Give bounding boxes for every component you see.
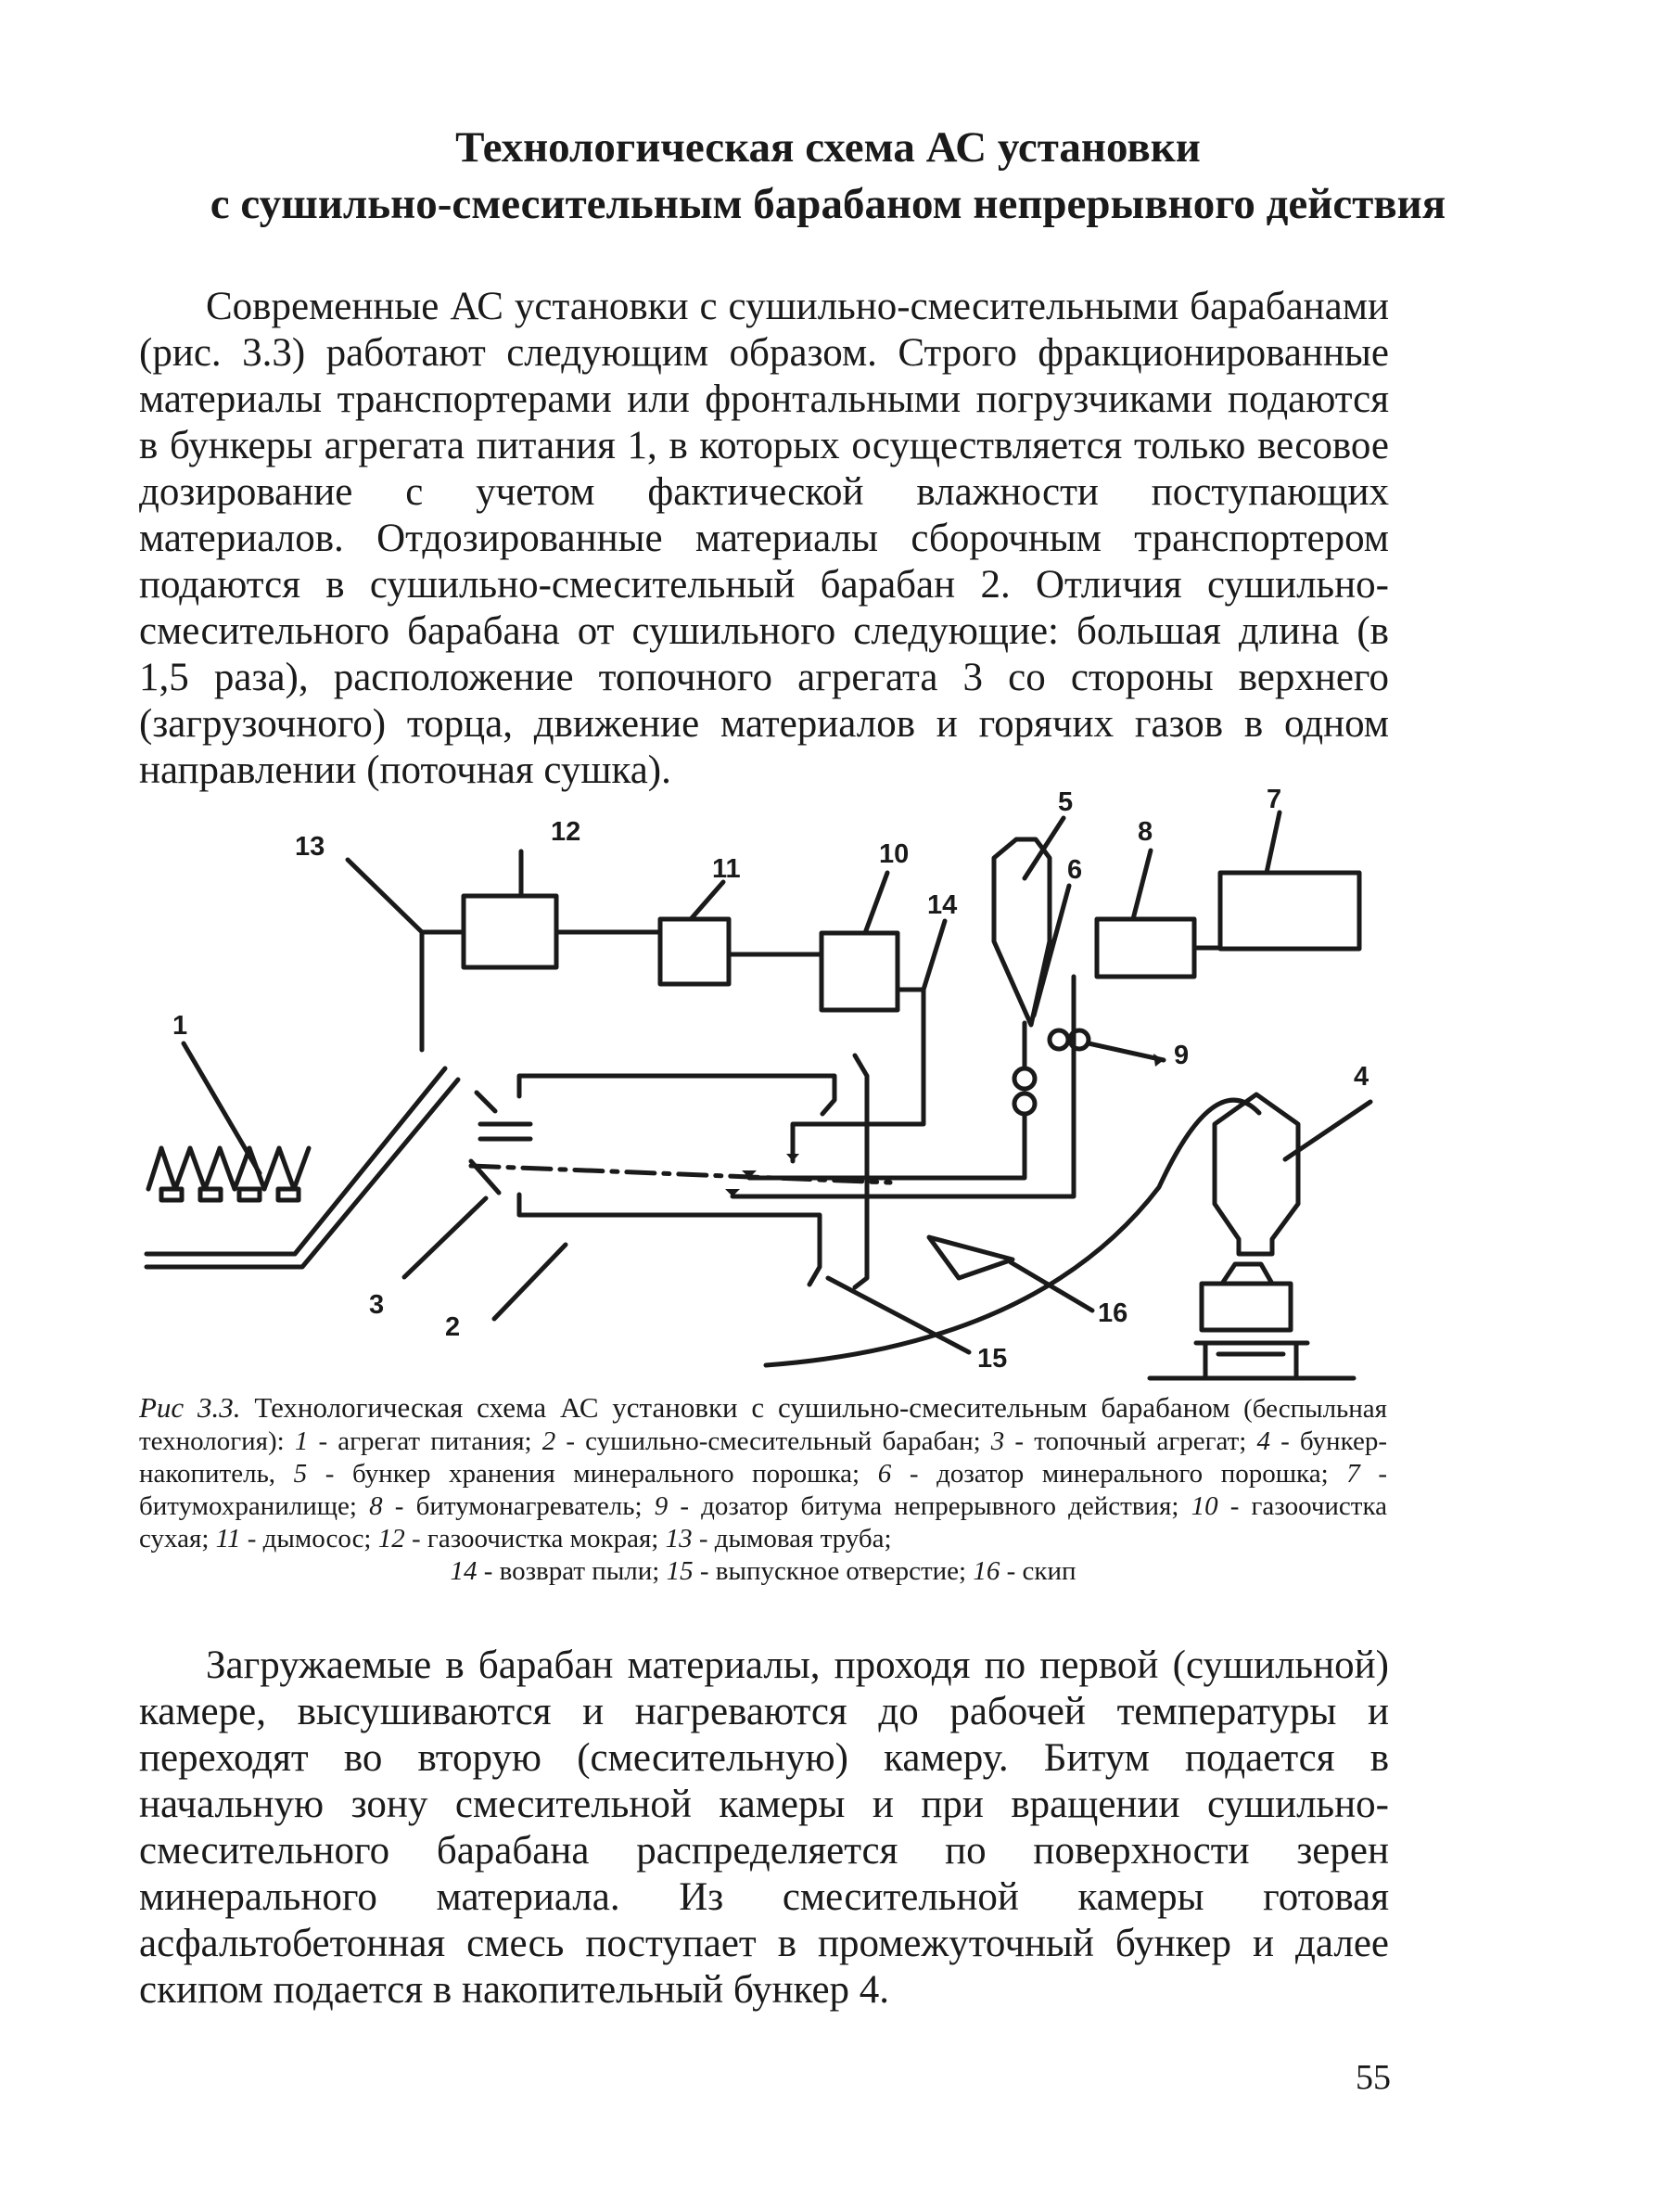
powder-dispenser-bottom xyxy=(1014,1093,1035,1114)
leader-5 xyxy=(1025,818,1064,878)
diagram-label-3: 3 xyxy=(369,1290,385,1320)
leader-16 xyxy=(1011,1262,1092,1311)
diagram-label-13: 13 xyxy=(295,832,325,862)
closing-paragraph: Загружаемые в барабан материалы, проходя по первой (сушильной) камере, высушиваются и нагреваются до рабочей температуры и переходят во вторую (смесительную) камеру. Битум подается в начальную зону смесительной камеры и при вращении сушильно-смесительного барабана распределяется по поверхности зерен минерального материала. Из смесительной камеры готовая асфальтобетонная смесь поступает в промежуточный бункер и далее скипом подается в накопительный бункер 4. xyxy=(139,1643,1389,2012)
truck-frame xyxy=(1150,1343,1354,1378)
diagram-label-9: 9 xyxy=(1174,1041,1190,1070)
diagram-label-2: 2 xyxy=(445,1312,461,1342)
diagram-label-14: 14 xyxy=(927,890,958,920)
leader-3 xyxy=(404,1198,486,1277)
powder-dispenser-top xyxy=(1014,1068,1035,1089)
page-title-line-1: Технологическая схема АС установки xyxy=(455,123,1201,172)
box-wet-gas-cleaning xyxy=(464,896,556,967)
process-diagram xyxy=(139,784,1400,1396)
closing-paragraph-block xyxy=(139,1643,1389,2014)
truck-cap xyxy=(1222,1264,1272,1284)
drum-right-outlet xyxy=(855,1055,867,1287)
caption-last-line: 14 - возврат пыли; 15 - выпускное отверстие; 16 - скип xyxy=(450,1556,1076,1586)
skip xyxy=(929,1237,1013,1278)
leader-11 xyxy=(691,882,723,919)
box-dry-gas-cleaning xyxy=(822,933,898,1010)
bitumen-dispenser-left xyxy=(1050,1030,1068,1049)
leader-15 xyxy=(828,1278,969,1352)
diagram-label-6: 6 xyxy=(1067,855,1083,885)
burner xyxy=(471,1093,530,1193)
box-bitumen-storage xyxy=(1220,873,1359,949)
truck-body xyxy=(1202,1284,1291,1330)
diagram-label-1: 1 xyxy=(172,1011,188,1041)
storage-bin xyxy=(1215,1094,1298,1254)
drum-lower xyxy=(519,1195,820,1285)
leader-7 xyxy=(1267,812,1280,873)
drum-upper xyxy=(519,1076,834,1114)
box-exhaust-fan xyxy=(660,919,729,984)
skip-hoist-curve xyxy=(766,1100,1259,1365)
diagram-label-12: 12 xyxy=(551,817,581,847)
intro-paragraph: Современные АС установки с сушильно-смесительными барабанами (рис. 3.3) работают следующим образом. Строго фракционированные материалы транспортерами или фронтальными погрузчиками подаются в бункеры агрегата питания 1, в которых осуществляется только весовое дозирование с учетом фактической влажности поступающих материалов. Отдозированные материалы сборочным транспортером подаются в сушильно-смесительный барабан 2. Отличия сушильно-смесительного барабана от сушильного следующие: большая длина (в 1,5 раза), расположение топочного агрегата 3 со стороны верхнего (загрузочного) торца, движение материалов и горячих газов в одном направлении (поточная сушка). xyxy=(139,285,1389,792)
leader-14 xyxy=(924,921,945,990)
diagram-label-10: 10 xyxy=(879,839,910,869)
diagram-label-5: 5 xyxy=(1058,787,1074,817)
leader-9 xyxy=(1089,1043,1164,1060)
figure-label: Рис 3.3. xyxy=(139,1391,241,1424)
diagram-label-11: 11 xyxy=(712,854,741,884)
box-bitumen-heater xyxy=(1097,919,1194,977)
chimney-line xyxy=(422,932,464,1050)
diagram-label-16: 16 xyxy=(1098,1298,1128,1328)
leader-8 xyxy=(1133,850,1151,919)
figure-caption: Рис 3.3. Технологическая схема АС установки с сушильно-смесительным барабаном (беспыльная технология): 1 - агрегат питания; 2 - сушильно-смесительный барабан; 3 - топочный агрегат; 4 - бункер-накопитель, 5 - бункер хранения минерального порошка; 6 - дозатор минерального порошка; 7 - битумохранилище; 8 - битумонагреватель; 9 - дозатор битума непрерывного действия; 10 - газоочистка сухая; 11 - дымосос; 12 - газоочистка мокрая; 13 - дымовая труба; 14 - возврат пыли; 15 - выпускное отверстие; 16 - скип xyxy=(139,1391,1388,1586)
leader-13 xyxy=(348,860,422,932)
diagram-label-7: 7 xyxy=(1267,785,1282,814)
diagram-label-4: 4 xyxy=(1354,1062,1369,1092)
intro-paragraph-block xyxy=(139,284,1389,794)
leader-2 xyxy=(494,1245,566,1319)
leader-10 xyxy=(865,873,887,933)
diagram-label-15: 15 xyxy=(977,1344,1008,1374)
page-number: 55 xyxy=(1356,2058,1391,2097)
page-title-line-2: с сушильно-смесительным барабаном непрерывного действия xyxy=(210,180,1446,228)
diagram-label-8: 8 xyxy=(1138,817,1153,847)
